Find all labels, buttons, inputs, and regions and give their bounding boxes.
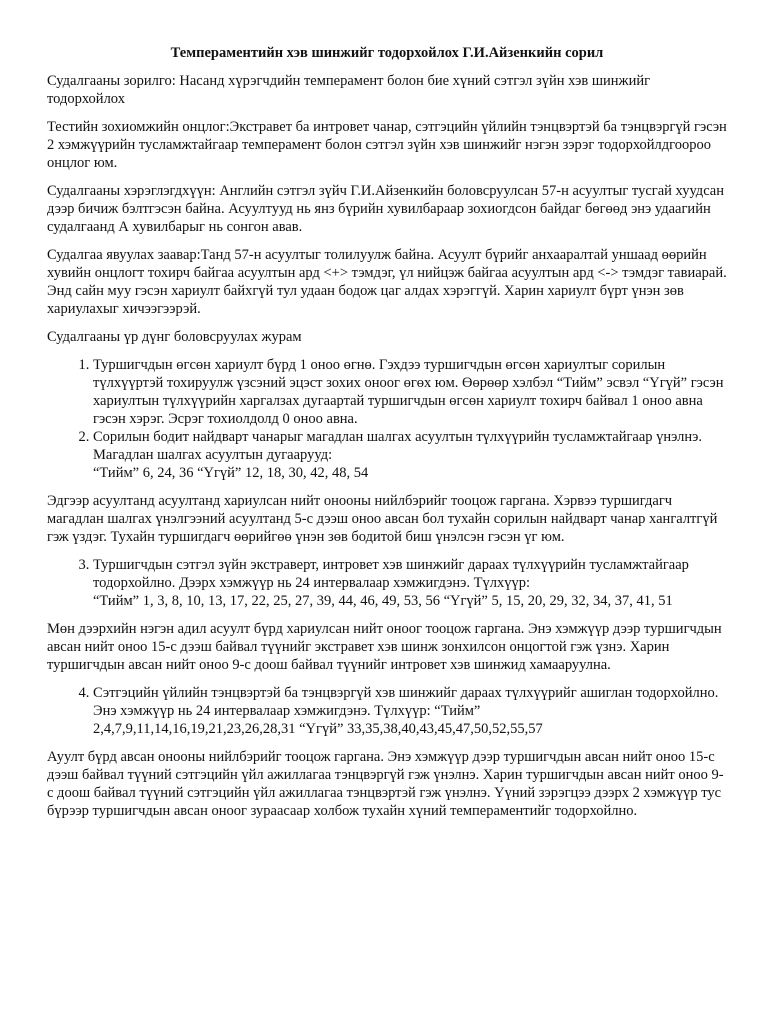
- numbered-list-2: [47, 556, 727, 610]
- list-item-text: 4. Сэтгэцийн үйлийн тэнцвэртэй ба тэнцвэргүй хэв шинжийг дараах түлхүүрийг ашиглан тодорхойлно. Энэ хэмжүүр нь 24 интервалаар хэмжигдэнэ. Түлхүүр: “Тийм”: [93, 685, 719, 719]
- paragraph-structure: Тестийн зохиомжийн онцлог:Экстравет ба интровет чанар, сэтгэцийн үйлийн тэнцвэртэй ба тэнцвэргүй гэсэн 2 хэмжүүрийн тусламжтайгаар темперамент болон сэтгэл зүйн хэв шинжийг нэгэн зэрэг тодорхойлдгоороо онцлог юм.: [47, 119, 727, 171]
- paragraph-extraversion: Мөн дээрхийн нэгэн адил асуулт бүрд хариулсан нийт оноог тооцож гаргана. Энэ хэмжүүр дээр туршигчдын авсан нийт оноо 15-с дээш байвал түүнийг экстравет хэв шинж зонхилсон онцогтой гэж үзнэ. Харин туршигчдын авсан нийт оноо 9-с доош байвал түүнийг интровет хэв шинжид хамааруулна.: [47, 621, 722, 673]
- numbered-list-1: [47, 356, 727, 482]
- list-item: [93, 356, 727, 428]
- paragraph-instruction: Судалгаа явуулах заавар:Танд 57-н асуултыг толилуулж байна. Асуулт бүрийг анхааралтай уншаад өөрийн хувийн онцлогт тохирч байгаа асуултын ард <+> тэмдэг, үл нийцэж байгаа асуултын ард <-> тэмдэг тавиарай. Энд сайн муу гэсэн хариулт байхгүй тул удаан бодож цаг алдах хэрэггүй. Харин хариулт бүрт үнэн зөв хариулахыг хичээгээрэй.: [47, 247, 727, 317]
- document-page: [47, 44, 727, 830]
- list-item: [93, 556, 727, 610]
- paragraph-conclusion: Ауулт бүрд авсан онооны нийлбэрийг тооцож гаргана. Энэ хэмжүүр дээр туршигчдын авсан нийт оноо 15-с дээш байвал түүний сэтгэцийн үйл ажиллагаа тэнцвэргүй гэж үнэлнэ. Харин туршигчдын авсан нийт оноо 9-с доош байвал түүний сэтгэцийн үйл ажиллагаа тэнцвэртэй гэж үнэлнэ. Үүний зэрэгцээ дээрх 2 хэмжүүр тус бүрээр туршигчдын авсан оноог зураасаар холбож тухайн хүний темпераментийг тодорхойлно.: [47, 749, 724, 819]
- list-item: [93, 684, 727, 738]
- list-item-key: 2,4,7,9,11,14,16,19,21,23,26,28,31 “Үгүй” 33,35,38,40,43,45,47,50,52,55,57: [93, 721, 543, 737]
- numbered-list-3: [47, 684, 727, 738]
- list-item-text: 3. Туршигчдын сэтгэл зүйн экстраверт, интровет хэв шинжийг дараах түлхүүрийн тусламжтайгаар тодорхойлно. Дээрх хэмжүүр нь 24 интервалаар хэмжигдэнэ. Түлхүүр:: [93, 557, 689, 591]
- list-item-key: “Тийм” 6, 24, 36 “Үгүй” 12, 18, 30, 42, 48, 54: [93, 465, 369, 481]
- list-item-text: 1. Туршигчдын өгсөн хариулт бүрд 1 оноо өгнө. Гэхдээ туршигчдын өгсөн хариултыг сорилын түлхүүртэй тохируулж үзсэний эцэст зохих оноог өгөх юм. Өөрөөр хэлбэл “Тийм” эсвэл “Үгүй” гэсэн хариултын түлхүүрийн харгалзах дугаартай туршигчдын өгсөн хариулт тохирч байвал 1 оноо авна гэсэн хэрэг. Эсрэг тохиолдолд 0 оноо авна.: [93, 357, 724, 427]
- paragraph-material: Судалгааны хэрэглэгдхүүн: Английн сэтгэл зүйч Г.И.Айзенкийн боловсруулсан 57-н асуултыг тусгай хуудсан дээр бичиж бэлтгэсэн байна. Асуултууд нь янз бүрийн хувилбараар зохиогдсон байдаг бөгөөд энэ удаагийн судалгаанд А хувилбарыг нь сонгон авав.: [47, 183, 724, 235]
- list-item: [93, 428, 727, 482]
- paragraph-sincerity: Эдгээр асуултанд асуултанд хариулсан нийт онооны нийлбэрийг тооцож гаргана. Хэрвээ туршигдагч магадлан шалгах үнэлгээний асуултанд 5-с дээш оноо авсан бол тухайн сорилын найдварт чанар хангалтгүй гэж үздэг. Тухайн туршигдагч өөрийгөө үнэн зөв бодитой биш үнэлсэн гэсэн үг юм.: [47, 493, 718, 545]
- list-item-key: “Тийм” 1, 3, 8, 10, 13, 17, 22, 25, 27, 39, 44, 46, 49, 53, 56 “Үгүй” 5, 15, 20, 29, 32, 34, 37, 41, 51: [93, 593, 673, 609]
- document-title: Темпераментийн хэв шинжийг тодорхойлох Г.И.Айзенкийн сорил: [170, 45, 604, 61]
- paragraph-goal: Судалгааны зорилго: Насанд хүрэгчдийн темперамент болон бие хүний сэтгэл зүйн хэв шинжийг тодорхойлох: [47, 73, 651, 107]
- list-item-text: 2. Сорилын бодит найдварт чанарыг магадлан шалгах асуултын түлхүүрийн тусламжтайгаар үнэлнэ. Магадлан шалгах асуултын дугаарууд:: [93, 429, 702, 463]
- paragraph-processing-heading: Судалгааны үр дүнг боловсруулах журам: [47, 329, 302, 345]
